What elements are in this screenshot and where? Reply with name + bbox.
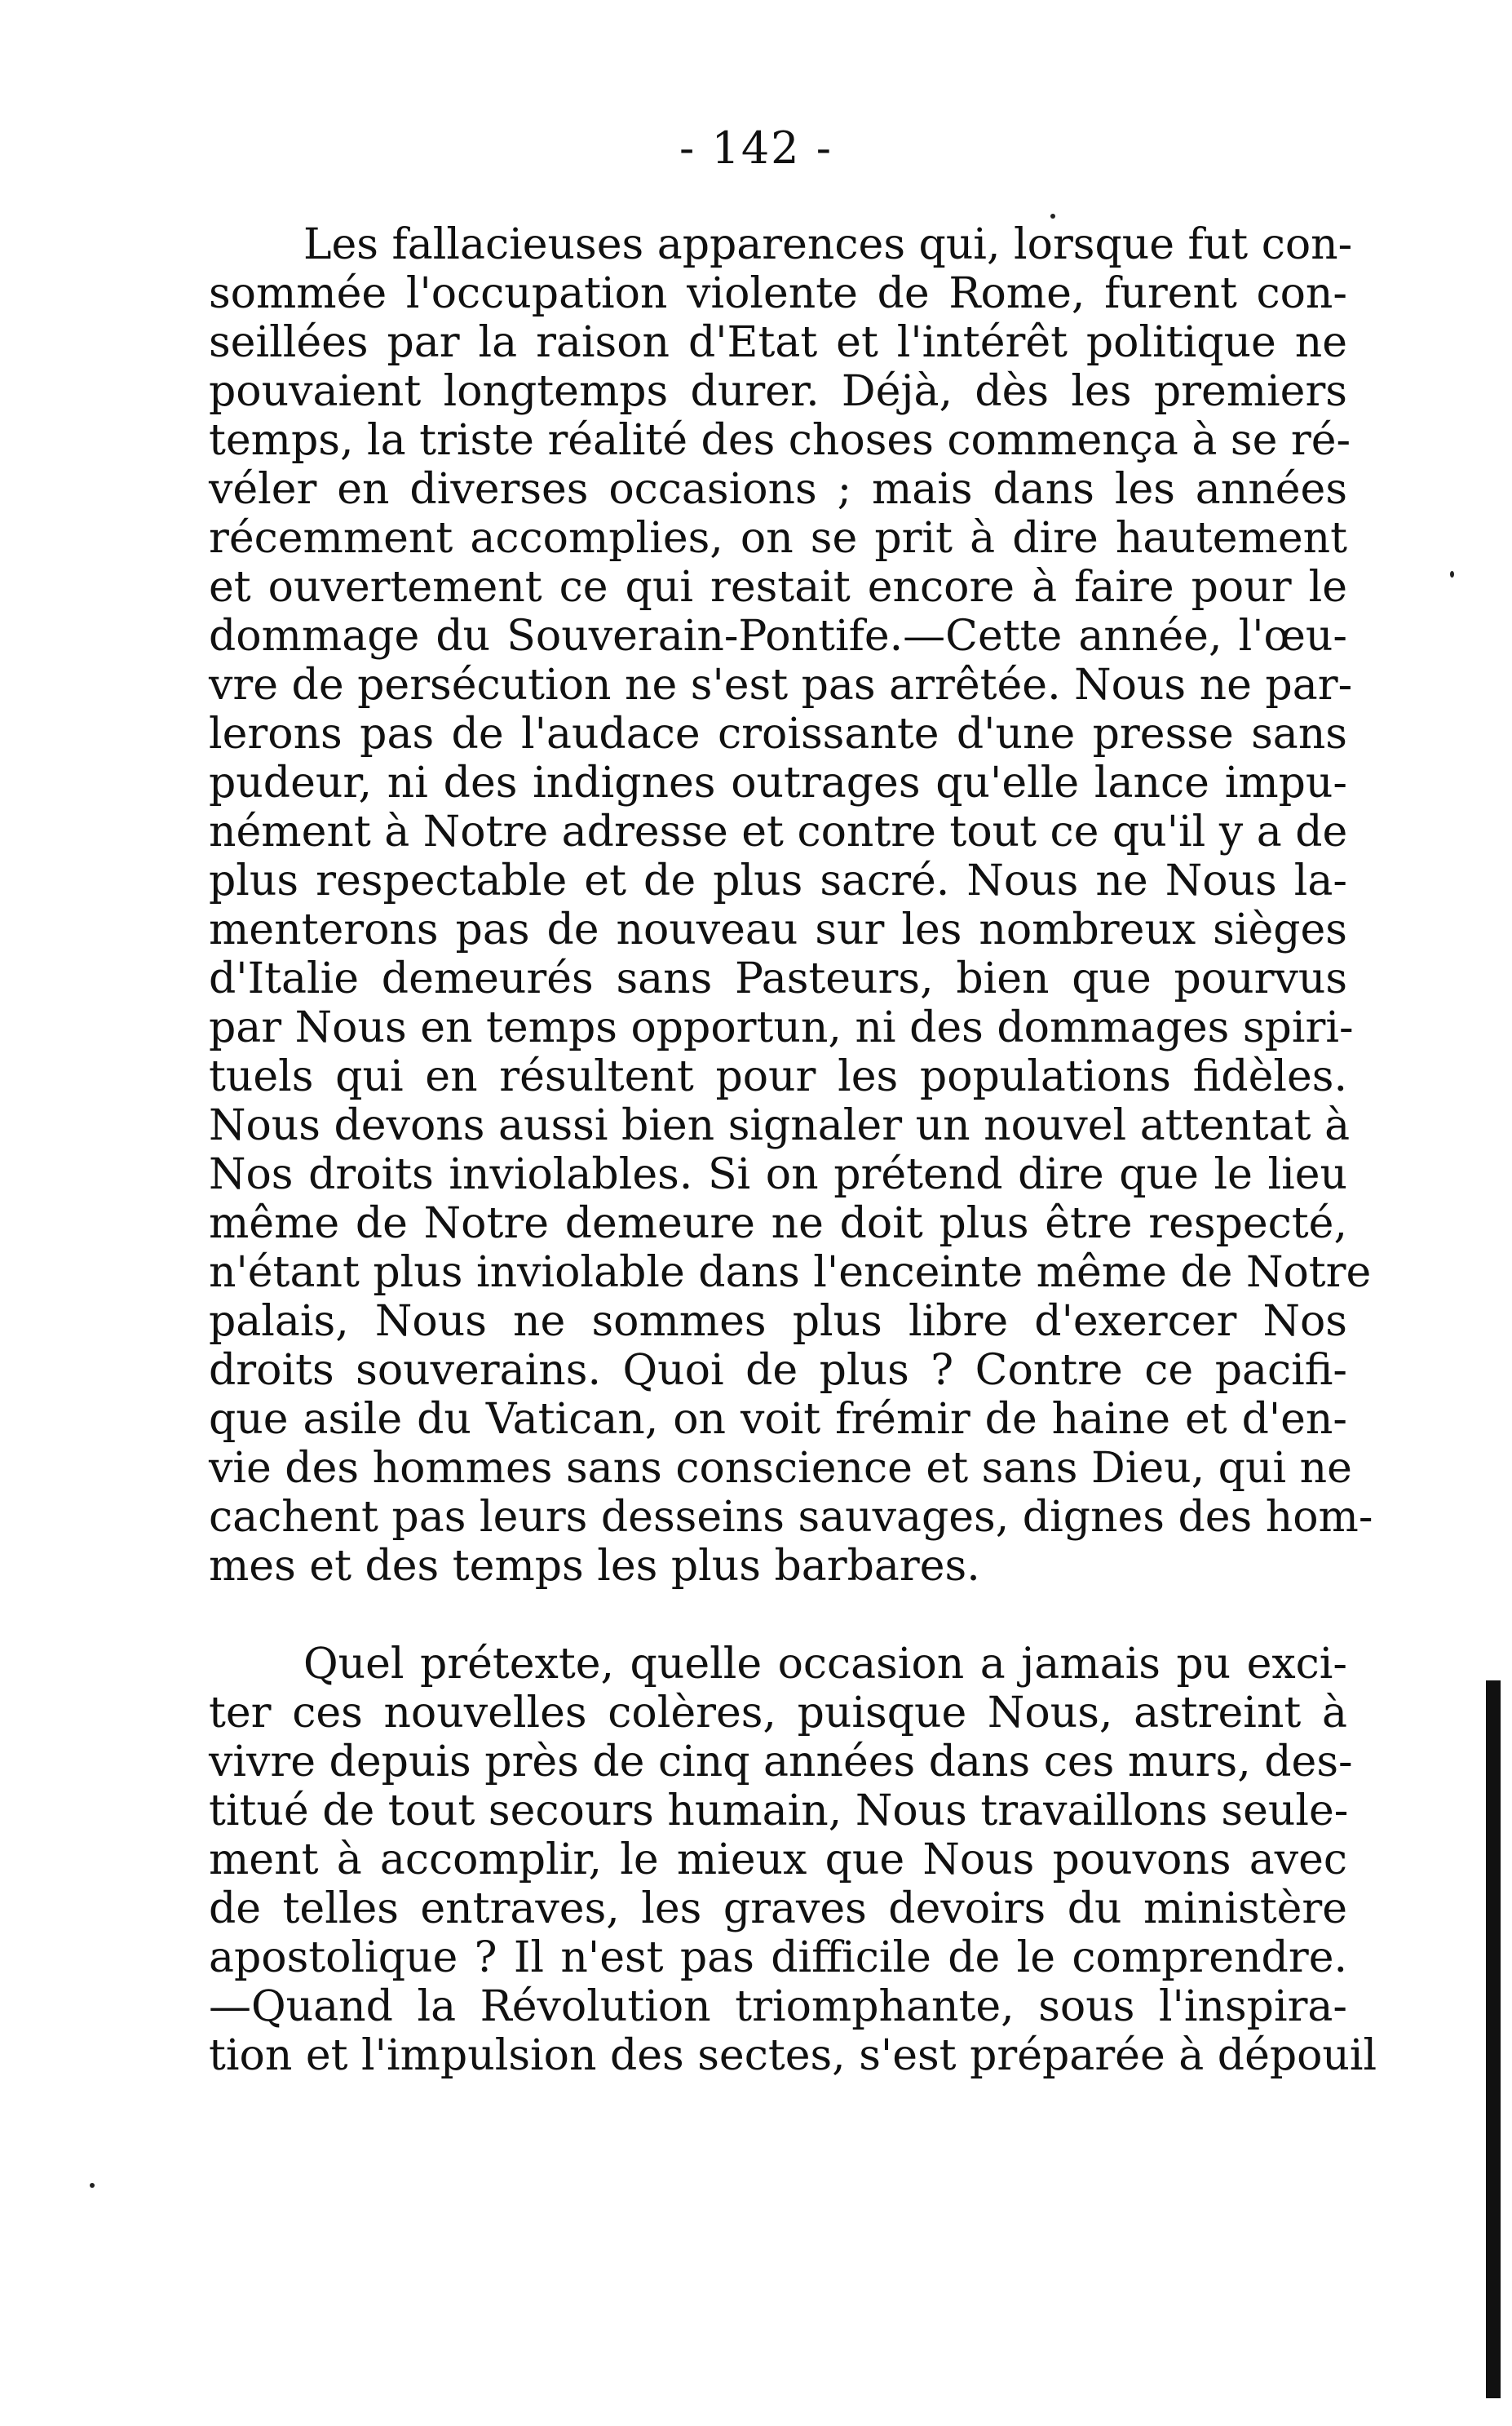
- text-line: Les fallacieuses apparences qui, lorsque fut con-: [303, 220, 1353, 269]
- text-line: vie des hommes sans conscience et sans Dieu, qui ne: [209, 1444, 1352, 1493]
- text-line: vre de persécution ne s'est pas arrêtée. Nous ne par-: [209, 661, 1353, 710]
- paragraph-gap: [209, 1591, 1347, 1640]
- text-line: Quel prétexte, quelle occasion a jamais pu exci-: [303, 1640, 1347, 1689]
- text-line: n'étant plus inviolable dans l'enceinte même de Notre: [209, 1248, 1372, 1297]
- text-line: mes et des temps les plus barbares.: [209, 1542, 980, 1591]
- text-line: seillées par la raison d'Etat et l'intérêt politique ne: [209, 318, 1347, 367]
- text-line: même de Notre demeure ne doit plus être respecté,: [209, 1199, 1347, 1248]
- scan-speck: [1050, 214, 1055, 219]
- text-line: nément à Notre adresse et contre tout ce qu'il y a de: [209, 808, 1348, 857]
- text-line: véler en diverses occasions ; mais dans les années: [209, 465, 1347, 514]
- text-line: pouvaient longtemps durer. Déjà, dès les premiers: [209, 367, 1347, 416]
- text-line: Nos droits inviolables. Si on prétend dire que le lieu: [209, 1150, 1347, 1199]
- text-line: par Nous en temps opportun, ni des dommages spiri-: [209, 1003, 1354, 1052]
- text-line: de telles entraves, les graves devoirs du ministère: [209, 1884, 1347, 1933]
- text-line: dommage du Souverain-Pontife.—Cette année, l'œu-: [209, 612, 1347, 661]
- body-text: [209, 220, 1377, 2080]
- text-line: temps, la triste réalité des choses commença à se ré-: [209, 416, 1351, 465]
- scan-speck: [90, 2183, 95, 2188]
- scan-speck: [1450, 571, 1454, 578]
- text-line: ment à accomplir, le mieux que Nous pouvons avec: [209, 1835, 1347, 1884]
- text-line: Nous devons aussi bien signaler un nouvel attentat à: [209, 1101, 1351, 1150]
- text-line: palais, Nous ne sommes plus libre d'exercer Nos: [209, 1297, 1347, 1346]
- text-line: vivre depuis près de cinq années dans ces murs, des-: [209, 1738, 1353, 1786]
- text-line: tion et l'impulsion des sectes, s'est préparée à dépouil: [209, 2031, 1377, 2080]
- text-line: ter ces nouvelles colères, puisque Nous, astreint à: [209, 1689, 1347, 1738]
- text-line: que asile du Vatican, on voit frémir de haine et d'en-: [209, 1395, 1347, 1444]
- text-line: pudeur, ni des indignes outrages qu'elle lance impu-: [209, 759, 1347, 808]
- text-line: plus respectable et de plus sacré. Nous ne Nous la-: [209, 857, 1347, 905]
- text-line: apostolique ? Il n'est pas difficile de le comprendre.: [209, 1933, 1347, 1982]
- text-line: lerons pas de l'audace croissante d'une presse sans: [209, 710, 1347, 759]
- text-line: droits souverains. Quoi de plus ? Contre ce pacifi-: [209, 1346, 1347, 1395]
- paragraph: [209, 1640, 1377, 2080]
- text-line: tuels qui en résultent pour les populations fidèles.: [209, 1052, 1347, 1101]
- text-line: —Quand la Révolution triomphante, sous l'inspira-: [209, 1982, 1347, 2031]
- page-number: - 142 -: [679, 122, 833, 174]
- text-line: menterons pas de nouveau sur les nombreux sièges: [209, 905, 1347, 954]
- scan-edge-shadow: [1486, 1680, 1501, 2398]
- text-line: sommée l'occupation violente de Rome, furent con-: [209, 269, 1347, 318]
- text-line: titué de tout secours humain, Nous travaillons seule-: [209, 1786, 1349, 1835]
- text-line: et ouvertement ce qui restait encore à faire pour le: [209, 563, 1347, 612]
- paragraph: [209, 220, 1373, 1591]
- text-line: d'Italie demeurés sans Pasteurs, bien que pourvus: [209, 954, 1347, 1003]
- text-line: récemment accomplies, on se prit à dire hautement: [209, 514, 1347, 563]
- text-line: cachent pas leurs desseins sauvages, dignes des hom-: [209, 1493, 1373, 1542]
